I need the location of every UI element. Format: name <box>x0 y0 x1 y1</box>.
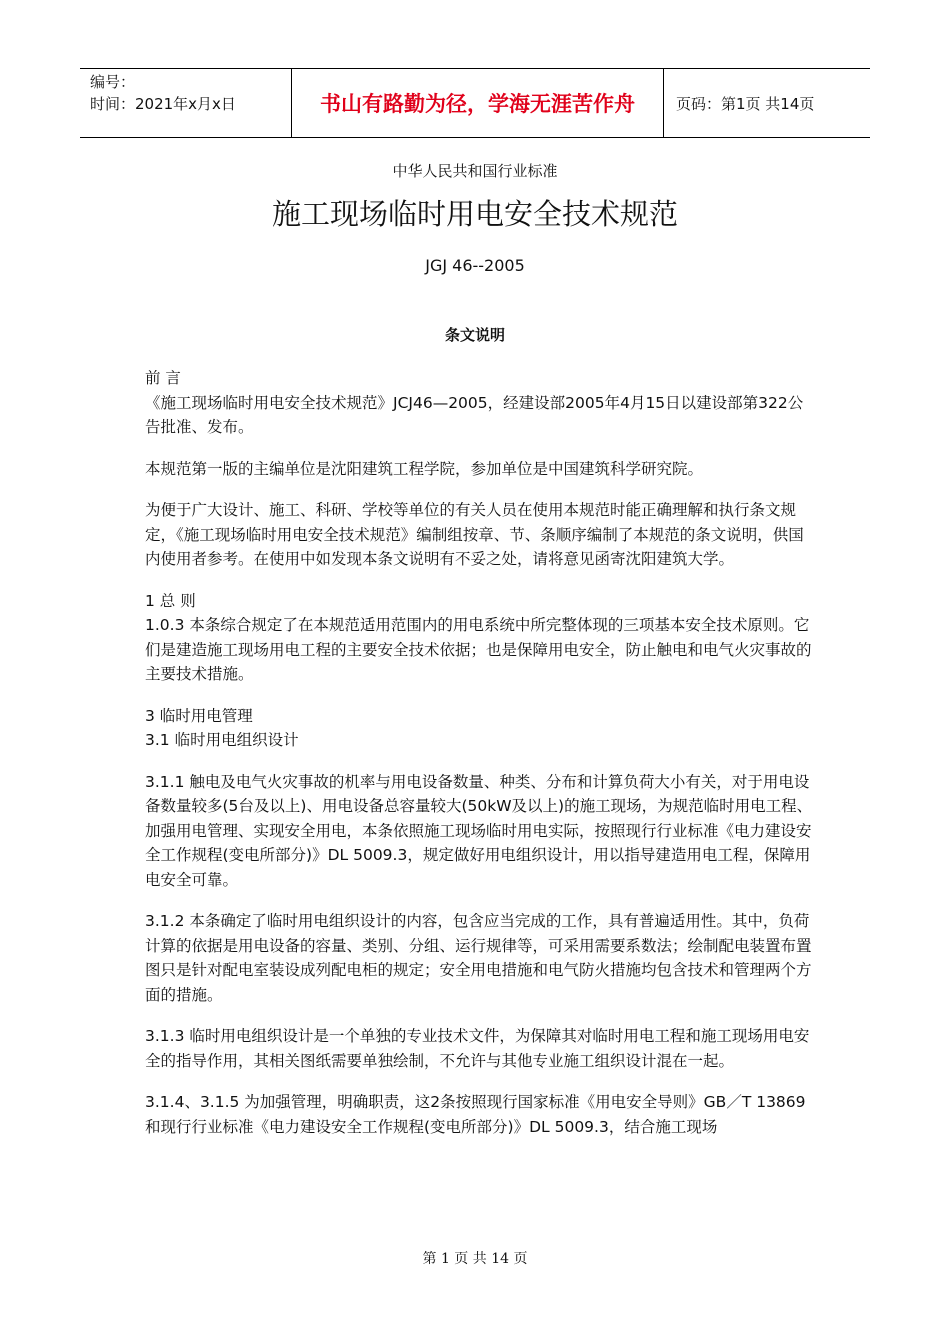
header-meta <box>80 69 292 137</box>
paragraph: 1.0.3 本条综合规定了在本规范适用范围内的用电系统中所完整体现的三项基本安全技术原则。它们是建造施工现场用电工程的主要安全技术依据；也是保障用电安全，防止触电和电气火灾事故的主要技术措施。 <box>145 616 812 683</box>
paragraph: 3.1.1 触电及电气火灾事故的机率与用电设备数量、种类、分布和计算负荷大小有关，对于用电设备数量较多(5台及以上)、用电设备总容量较大(50kW及以上)的施工现场，为规范临时用电工程、加强用电管理、实现安全用电，本条依照施工现场临时用电实际，按照现行行业标准《电力建设安全工作规程(变电所部分)》DL 5009.3，规定做好用电组织设计，用以指导建造用电工程，保障用电安全可靠。 <box>145 772 813 889</box>
paragraph: 《施工现场临时用电安全技术规范》JCJ46—2005，经建设部2005年4月15日以建设部第322公告批准、发布。 <box>145 393 804 436</box>
document-header <box>80 68 870 138</box>
section-heading-3-1: 3.1 临时用电组织设计 <box>145 731 299 749</box>
section-heading: 条文说明 <box>444 326 505 344</box>
document-body <box>145 366 817 1139</box>
document-title: 施工现场临时用电安全技术规范 <box>271 197 678 231</box>
paragraph: 为便于广大设计、施工、科研、学校等单位的有关人员在使用本规范时能正确理解和执行条文规定，《施工现场临时用电安全技术规范》编制组按章、节、条顺序编制了本规范的条文说明，供国内使用者参考。在使用中如发现本条文说明有不妥之处，请将意见函寄沈阳建筑大学。 <box>145 501 804 568</box>
paragraph: 3.1.4、3.1.5 为加强管理，明确职责，这2条按照现行国家标准《用电安全导则》GB／T 13869和现行行业标准《电力建设安全工作规程(变电所部分)》DL 5009.3，结合施工现场 <box>145 1093 806 1136</box>
date-label: 时间：2021年x月x日 <box>90 95 236 113</box>
paragraph: 本规范第一版的主编单位是沈阳建筑工程学院，参加单位是中国建筑科学研究院。 <box>145 459 704 478</box>
document-subtitle: 中华人民共和国行业标准 <box>392 162 558 180</box>
paragraph: 3.1.2 本条确定了临时用电组织设计的内容，包含应当完成的工作，具有普遍适用性。其中，负荷计算的依据是用电设备的容量、类别、分组、运行规律等，可采用需要系数法；绘制配电装置布置图只是针对配电室装设成列配电柜的规定；安全用电措施和电气防火措施均包含技术和管理两个方面的措施。 <box>145 912 812 1004</box>
chapter-heading: 1 总 则 <box>145 591 196 610</box>
page-info-text: 页码：第1页 共14页 <box>676 94 815 113</box>
standard-code: JGJ 46--2005 <box>425 256 525 275</box>
chapter-heading: 3 临时用电管理 <box>145 706 253 725</box>
motto-text: 书山有路勤为径，学海无涯苦作舟 <box>320 92 635 116</box>
paragraph-preface-heading: 前 言 <box>145 369 181 387</box>
header-motto <box>292 69 664 137</box>
footer-page-number: 第 1 页 共 14 页 <box>422 1251 528 1267</box>
number-label: 编号： <box>90 73 136 91</box>
paragraph: 3.1.3 临时用电组织设计是一个单独的专业技术文件，为保障其对临时用电工程和施工现场用电安全的指导作用，其相关图纸需要单独绘制，不允许与其他专业施工组织设计混在一起。 <box>145 1027 810 1070</box>
header-page-info <box>664 69 870 137</box>
